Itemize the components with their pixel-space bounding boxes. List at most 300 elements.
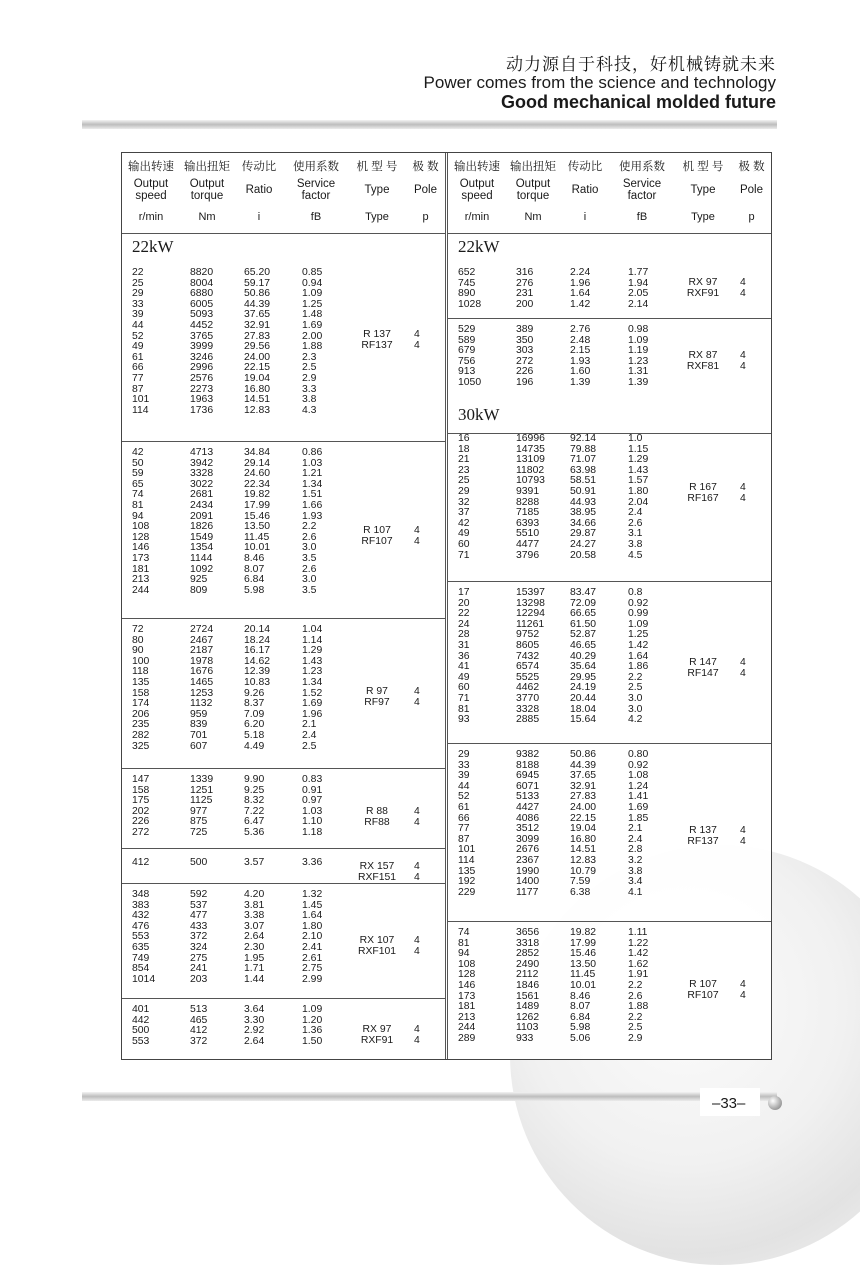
cell-factor: 0.85 [302,267,323,278]
cell-ratio: 20.58 [570,549,597,561]
cell-ratio: 10.01 [570,979,597,991]
cell-torque: 977 [190,805,208,817]
cell-ratio: 3.57 [244,857,265,868]
header-cn-label: 机 型 号 [356,161,398,173]
cell-torque: 303 [516,345,534,357]
cell-speed: 158 [132,687,150,699]
pole-value: 4 [740,667,746,679]
cell-torque: 6574 [516,661,540,673]
pole-value: 4 [740,835,746,847]
cell-torque: 701 [190,729,208,741]
cell-speed: 244 [458,1022,476,1034]
cell-torque: 1826 [190,521,214,533]
cell-factor: 1.20 [302,1014,323,1026]
cell-ratio: 1.64 [570,288,591,300]
cell-ratio: 6.47 [244,816,265,828]
cell-speed: 174 [132,698,150,710]
motor-type-label: RX 97 [688,277,718,288]
cell-factor: 1.42 [628,639,649,651]
cell-ratio: 2.30 [244,941,265,953]
cell-torque: 5510 [516,528,540,540]
cell-torque: 372 [190,931,208,943]
cell-speed: 173 [132,552,150,564]
cell-speed: 635 [132,941,150,953]
cell-factor: 1.43 [628,464,649,476]
cell-speed: 500 [132,1025,150,1037]
cell-ratio: 32.91 [244,319,271,331]
cell-speed: 32 [458,496,470,508]
cell-speed: 114 [132,404,149,416]
pole-value: 4 [414,1034,420,1046]
cell-ratio: 22.34 [244,478,271,490]
cell-torque: 2187 [190,645,214,657]
cell-factor: 2.4 [628,507,643,519]
cell-factor: 1.09 [302,288,323,300]
cell-torque: 1846 [516,979,540,991]
header-en-line: Pole [739,184,764,196]
cell-speed: 348 [132,889,150,900]
header-cn-label: 输出转速 [454,161,500,173]
cell-speed: 890 [458,288,476,300]
motor-type [348,862,406,883]
cell-ratio: 3.30 [244,1014,265,1026]
cell-column-speed [132,1005,149,1047]
cell-speed: 529 [458,324,476,335]
cell-factor: 2.5 [628,682,643,694]
header-cn-label: 传动比 [241,161,277,173]
cell-ratio: 24.27 [570,538,597,550]
pole-count [740,826,746,847]
pole-value: 4 [740,979,746,990]
cell-factor: 2.6 [302,531,317,543]
cell-torque: 241 [190,963,208,975]
pole-count [414,807,420,828]
cell-speed: 17 [458,587,470,598]
cell-column-speed [458,325,481,389]
cell-ratio: 19.04 [244,372,271,384]
cell-factor: 1.10 [302,816,323,828]
cell-speed: 235 [132,719,150,731]
cell-ratio: 24.00 [244,351,271,363]
cell-column-speed [132,775,149,839]
cell-ratio: 10.01 [244,542,271,554]
motor-type [674,278,732,299]
motor-type-label: R 147 [689,657,717,668]
cell-factor: 1.25 [628,629,649,641]
header-unit: i [583,211,587,223]
cell-speed: 29 [458,485,470,497]
cell-column-speed [458,928,475,1045]
header-ratio [234,153,284,233]
cell-speed: 282 [132,729,150,741]
cell-speed: 1050 [458,376,482,388]
cell-factor: 2.5 [302,740,317,752]
cell-torque: 3796 [516,549,540,561]
cell-torque: 7432 [516,650,540,662]
cell-column-torque [190,1005,207,1047]
cell-column-ratio [244,625,270,752]
header-unit: r/min [464,211,490,223]
cell-speed: 756 [458,355,476,367]
cell-ratio: 24.00 [570,801,597,813]
cell-ratio: 4.49 [244,740,265,752]
cell-torque: 8188 [516,759,540,771]
cell-torque: 2434 [190,499,214,511]
cell-speed: 289 [458,1032,476,1044]
cell-factor: 0.97 [302,795,323,807]
cell-speed: 66 [132,362,144,374]
cell-ratio: 37.65 [244,309,271,321]
cell-torque: 809 [190,584,208,596]
cell-torque: 1561 [516,990,540,1002]
cell-factor: 1.88 [628,1001,649,1013]
cell-ratio: 50.91 [570,485,597,497]
cell-factor: 1.14 [302,634,323,646]
header-speed [122,153,180,233]
tagline: Good mechanical molded future [500,92,776,112]
cell-ratio: 1.44 [244,973,265,985]
cell-column-speed [132,448,149,596]
cell-column-ratio [570,434,596,561]
cell-column-factor [302,858,322,869]
header-en-label [284,178,348,202]
cell-factor: 1.31 [628,366,649,378]
pole-value: 4 [740,482,746,493]
cell-speed: 60 [458,682,470,694]
header-unit: Nm [198,211,216,223]
pole-count [414,936,420,957]
cell-torque: 412 [190,1025,208,1037]
header-en-label [448,178,506,202]
header-torque [506,153,560,233]
cell-factor: 1.80 [628,485,649,497]
cell-torque: 839 [190,719,208,731]
cell-ratio: 2.24 [570,267,591,278]
cell-ratio: 27.83 [570,791,597,803]
cell-speed: 29 [458,749,470,760]
motor-type-label: RX 107 [359,935,395,946]
cell-factor: 0.98 [628,324,649,335]
cell-torque: 2367 [516,854,540,866]
cell-speed: 49 [458,671,470,683]
cell-factor: 3.8 [302,394,317,406]
motor-type [674,483,732,504]
cell-factor: 1.66 [302,499,323,511]
cell-ratio: 5.36 [244,826,265,838]
cell-torque: 3022 [190,478,214,490]
cell-torque: 276 [516,277,534,289]
cell-column-factor [302,448,322,596]
cell-torque: 4713 [190,447,214,458]
cell-factor: 2.6 [628,517,643,529]
cell-speed: 28 [458,629,470,641]
cell-ratio: 5.18 [244,729,265,741]
cell-factor: 1.09 [628,334,649,346]
pole-value: 4 [414,339,420,351]
cell-column-torque [516,268,533,310]
cell-torque: 372 [190,1035,208,1047]
cell-factor: 4.2 [628,714,643,726]
pole-value: 4 [740,277,746,288]
cell-torque: 1990 [516,865,540,877]
cell-factor: 2.9 [628,1032,643,1044]
cell-factor: 2.8 [628,844,643,856]
motor-type [348,1025,406,1046]
cell-speed: 71 [458,692,470,704]
cell-column-speed [132,890,155,985]
cell-factor: 2.6 [302,563,317,575]
cell-speed: 36 [458,650,470,662]
cell-torque: 2681 [190,489,214,501]
motor-type-label: R 137 [363,329,391,340]
cell-factor: 0.83 [302,774,323,785]
cell-speed: 74 [132,489,144,501]
header-en-line: Output [189,178,225,190]
cell-column-torque [516,434,545,561]
cell-torque: 1676 [190,666,214,678]
pole-value: 4 [414,329,420,340]
cell-speed: 432 [132,910,150,922]
cell-speed: 181 [132,563,150,575]
cell-ratio: 22.15 [570,812,597,824]
cell-factor: 3.5 [302,552,317,564]
cell-factor: 1.50 [302,1035,323,1047]
motor-group [448,268,771,318]
cell-ratio: 14.51 [244,394,271,406]
header-unit: fB [310,211,322,223]
cell-factor: 1.48 [302,309,323,321]
cell-torque: 725 [190,826,208,838]
cell-speed: 118 [132,666,149,678]
cell-torque: 12294 [516,608,545,620]
motor-type-label: RF97 [364,696,390,708]
header-en-line: torque [190,190,224,202]
cell-column-ratio [570,750,596,898]
cell-factor: 1.32 [302,889,323,900]
cell-column-speed [132,625,149,752]
header-en-label [674,184,732,196]
motor-type-label: RX 87 [688,350,718,361]
cell-ratio: 50.86 [570,749,597,760]
cell-torque: 10793 [516,475,545,487]
cell-ratio: 58.51 [570,475,597,487]
cell-ratio: 2.64 [244,1035,265,1047]
cell-factor: 1.34 [302,478,323,490]
cell-ratio: 19.04 [570,823,597,835]
header-en-line: torque [516,190,550,202]
cell-factor: 2.41 [302,941,323,953]
cell-factor: 1.45 [302,899,323,911]
header-unit: Type [365,211,389,223]
cell-column-ratio [570,325,590,389]
cell-torque: 2996 [190,362,214,374]
cell-speed: 94 [132,510,144,522]
cell-speed: 401 [132,1004,150,1015]
cell-torque: 200 [516,298,534,310]
cell-torque: 316 [516,267,534,278]
cell-factor: 1.0 [628,433,643,444]
bullet-icon [768,1096,782,1110]
cell-ratio: 13.50 [570,958,597,970]
power-rating: 22kW [132,237,174,256]
cell-torque: 959 [190,708,208,720]
left-panel [122,153,445,1059]
cell-factor: 1.11 [628,927,648,938]
cell-speed: 913 [458,366,476,378]
cell-speed: 553 [132,931,150,943]
header-en-line: Pole [413,184,438,196]
header-pole [406,153,445,233]
cell-torque: 3656 [516,927,540,938]
header-cn-label: 极 数 [738,161,765,173]
cell-ratio: 5.98 [244,584,265,596]
cell-factor: 1.18 [302,826,323,838]
cell-factor: 0.94 [302,277,323,289]
cell-speed: 49 [458,528,470,540]
motor-type-label: R 137 [689,825,717,836]
power-rating: 22kW [458,237,500,256]
cell-factor: 3.1 [628,528,643,540]
cell-factor: 1.93 [302,510,323,522]
cell-ratio: 19.82 [244,489,271,501]
cell-ratio: 44.93 [570,496,597,508]
motor-type [674,980,732,1001]
cell-ratio: 19.82 [570,927,597,938]
cell-ratio: 6.84 [244,574,265,586]
cell-factor: 1.62 [628,958,649,970]
cell-ratio: 2.92 [244,1025,265,1037]
cell-factor: 1.23 [628,355,649,367]
cell-ratio: 8.46 [244,552,265,564]
cell-ratio: 52.87 [570,629,597,641]
pole-count [740,278,746,299]
cell-factor: 2.04 [628,496,649,508]
cell-factor: 0.80 [628,749,649,760]
cell-torque: 4427 [516,801,540,813]
cell-ratio: 65.20 [244,267,271,278]
cell-ratio: 8.37 [244,698,265,710]
header-en-line: Ratio [245,184,273,196]
cell-torque: 2112 [516,969,539,981]
cell-factor: 1.51 [302,489,323,501]
cell-factor: 1.22 [628,937,649,949]
cell-speed: 1014 [132,973,156,985]
motor-type-label: RF88 [364,816,390,828]
cell-factor: 1.24 [628,780,649,792]
header-en-line: Output [459,178,495,190]
motor-group [448,921,771,1060]
cell-ratio: 11.45 [570,969,596,981]
cell-column-torque [190,268,213,416]
cell-torque: 14735 [516,443,545,455]
cell-column-factor [628,588,648,726]
cell-ratio: 11.45 [244,531,270,543]
header-en-label [610,178,674,202]
cell-speed: 173 [458,990,476,1002]
cell-factor: 0.92 [628,597,649,609]
cell-ratio: 20.44 [570,692,597,704]
motor-type [348,526,406,547]
pole-value: 4 [414,686,420,697]
cell-ratio: 15.64 [570,714,597,726]
pole-count [414,330,420,351]
header-cn-label: 使用系数 [619,161,665,173]
cell-torque: 3328 [516,703,540,715]
cell-torque: 2467 [190,634,214,646]
header-speed [448,153,506,233]
cell-speed: 77 [458,823,470,835]
pole-value: 4 [740,287,746,299]
gear-motor-table [121,152,772,1060]
pole-count [740,351,746,372]
cell-ratio: 2.76 [570,324,591,335]
cell-speed: 41 [458,661,470,673]
cell-speed: 128 [458,969,476,981]
cell-factor: 2.4 [302,729,317,741]
header-cn-label: 输出扭矩 [184,161,230,173]
motor-group [122,768,445,849]
cell-ratio: 12.39 [244,666,271,678]
cell-ratio: 2.15 [570,345,591,357]
cell-factor: 3.5 [302,584,317,596]
cell-torque: 1465 [190,676,214,688]
header-unit: r/min [138,211,164,223]
cell-speed: 65 [132,478,144,490]
cell-column-factor [302,268,322,416]
motor-type-label: RXF91 [360,1034,394,1046]
cell-ratio: 9.26 [244,687,265,699]
cell-column-torque [190,775,213,839]
cell-factor: 1.04 [302,624,323,635]
cell-torque: 4452 [190,319,214,331]
cell-ratio: 15.46 [244,510,271,522]
cell-torque: 1262 [516,1011,540,1023]
motor-type-label: RX 157 [359,861,395,872]
cell-speed: 146 [458,979,476,991]
cell-factor: 4.3 [302,404,317,416]
cell-speed: 81 [458,703,470,715]
cell-column-torque [190,625,213,752]
motor-type-label: RXF151 [357,871,397,883]
cell-column-speed [458,268,481,310]
cell-factor: 1.94 [628,277,649,289]
cell-speed: 16 [458,433,470,444]
motor-group [122,848,445,884]
cell-ratio: 44.39 [570,759,597,771]
pole-value: 4 [740,360,746,372]
cell-ratio: 12.83 [570,854,597,866]
cell-torque: 1253 [190,687,214,699]
cell-ratio: 7.22 [244,805,265,817]
cell-speed: 81 [458,937,470,949]
cell-column-factor [302,625,322,752]
cell-torque: 465 [190,1014,208,1026]
cell-torque: 9391 [516,485,540,497]
motor-group [448,433,771,582]
cell-torque: 3765 [190,330,214,342]
cell-ratio: 1.42 [570,298,591,310]
cell-ratio: 3.64 [244,1004,265,1015]
header-en-label [506,178,560,202]
cell-torque: 350 [516,334,534,346]
cell-ratio: 29.56 [244,341,271,353]
cell-speed: 77 [132,372,144,384]
cell-factor: 3.8 [628,865,643,877]
motor-group [448,581,771,744]
header-en-line: factor [627,190,657,202]
cell-torque: 5133 [516,791,540,803]
cell-column-ratio [570,928,596,1045]
